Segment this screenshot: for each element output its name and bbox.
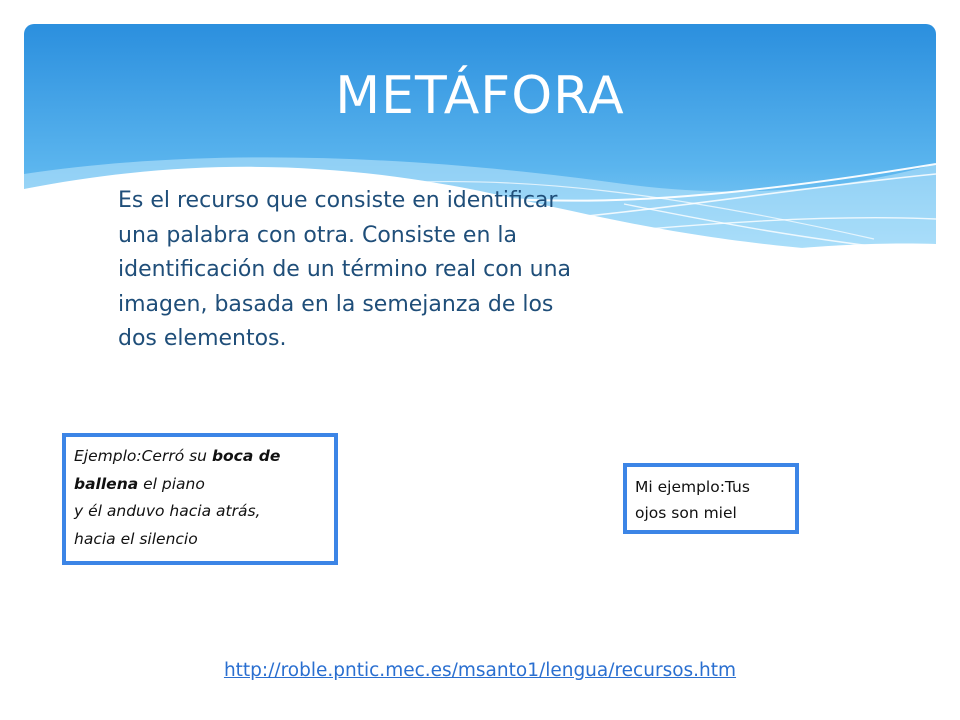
- example-line3: hacia el silencio: [74, 529, 198, 548]
- example-suffix: el piano: [138, 474, 205, 493]
- example-emphasis: boca de ballena: [74, 447, 281, 493]
- example-box: [62, 433, 338, 565]
- source-link[interactable]: http://roble.pntic.mec.es/msanto1/lengua/recursos.htm: [223, 660, 737, 681]
- slide-title: METÁFORA: [335, 66, 625, 126]
- example-line2: y él anduvo hacia atrás,: [74, 502, 261, 520]
- definition-text: Es el recurso que consiste en identificar una palabra con otra. Consiste en la identificación de un término real con una imagen, basada en la semejanza de los dos elementos.: [118, 188, 572, 351]
- my-example-line1: Mi ejemplo:Tus: [635, 478, 750, 496]
- my-example-line2: ojos son miel: [635, 504, 737, 522]
- example-prefix: Ejemplo:Cerró su: [74, 447, 212, 465]
- my-example-box: [623, 463, 799, 534]
